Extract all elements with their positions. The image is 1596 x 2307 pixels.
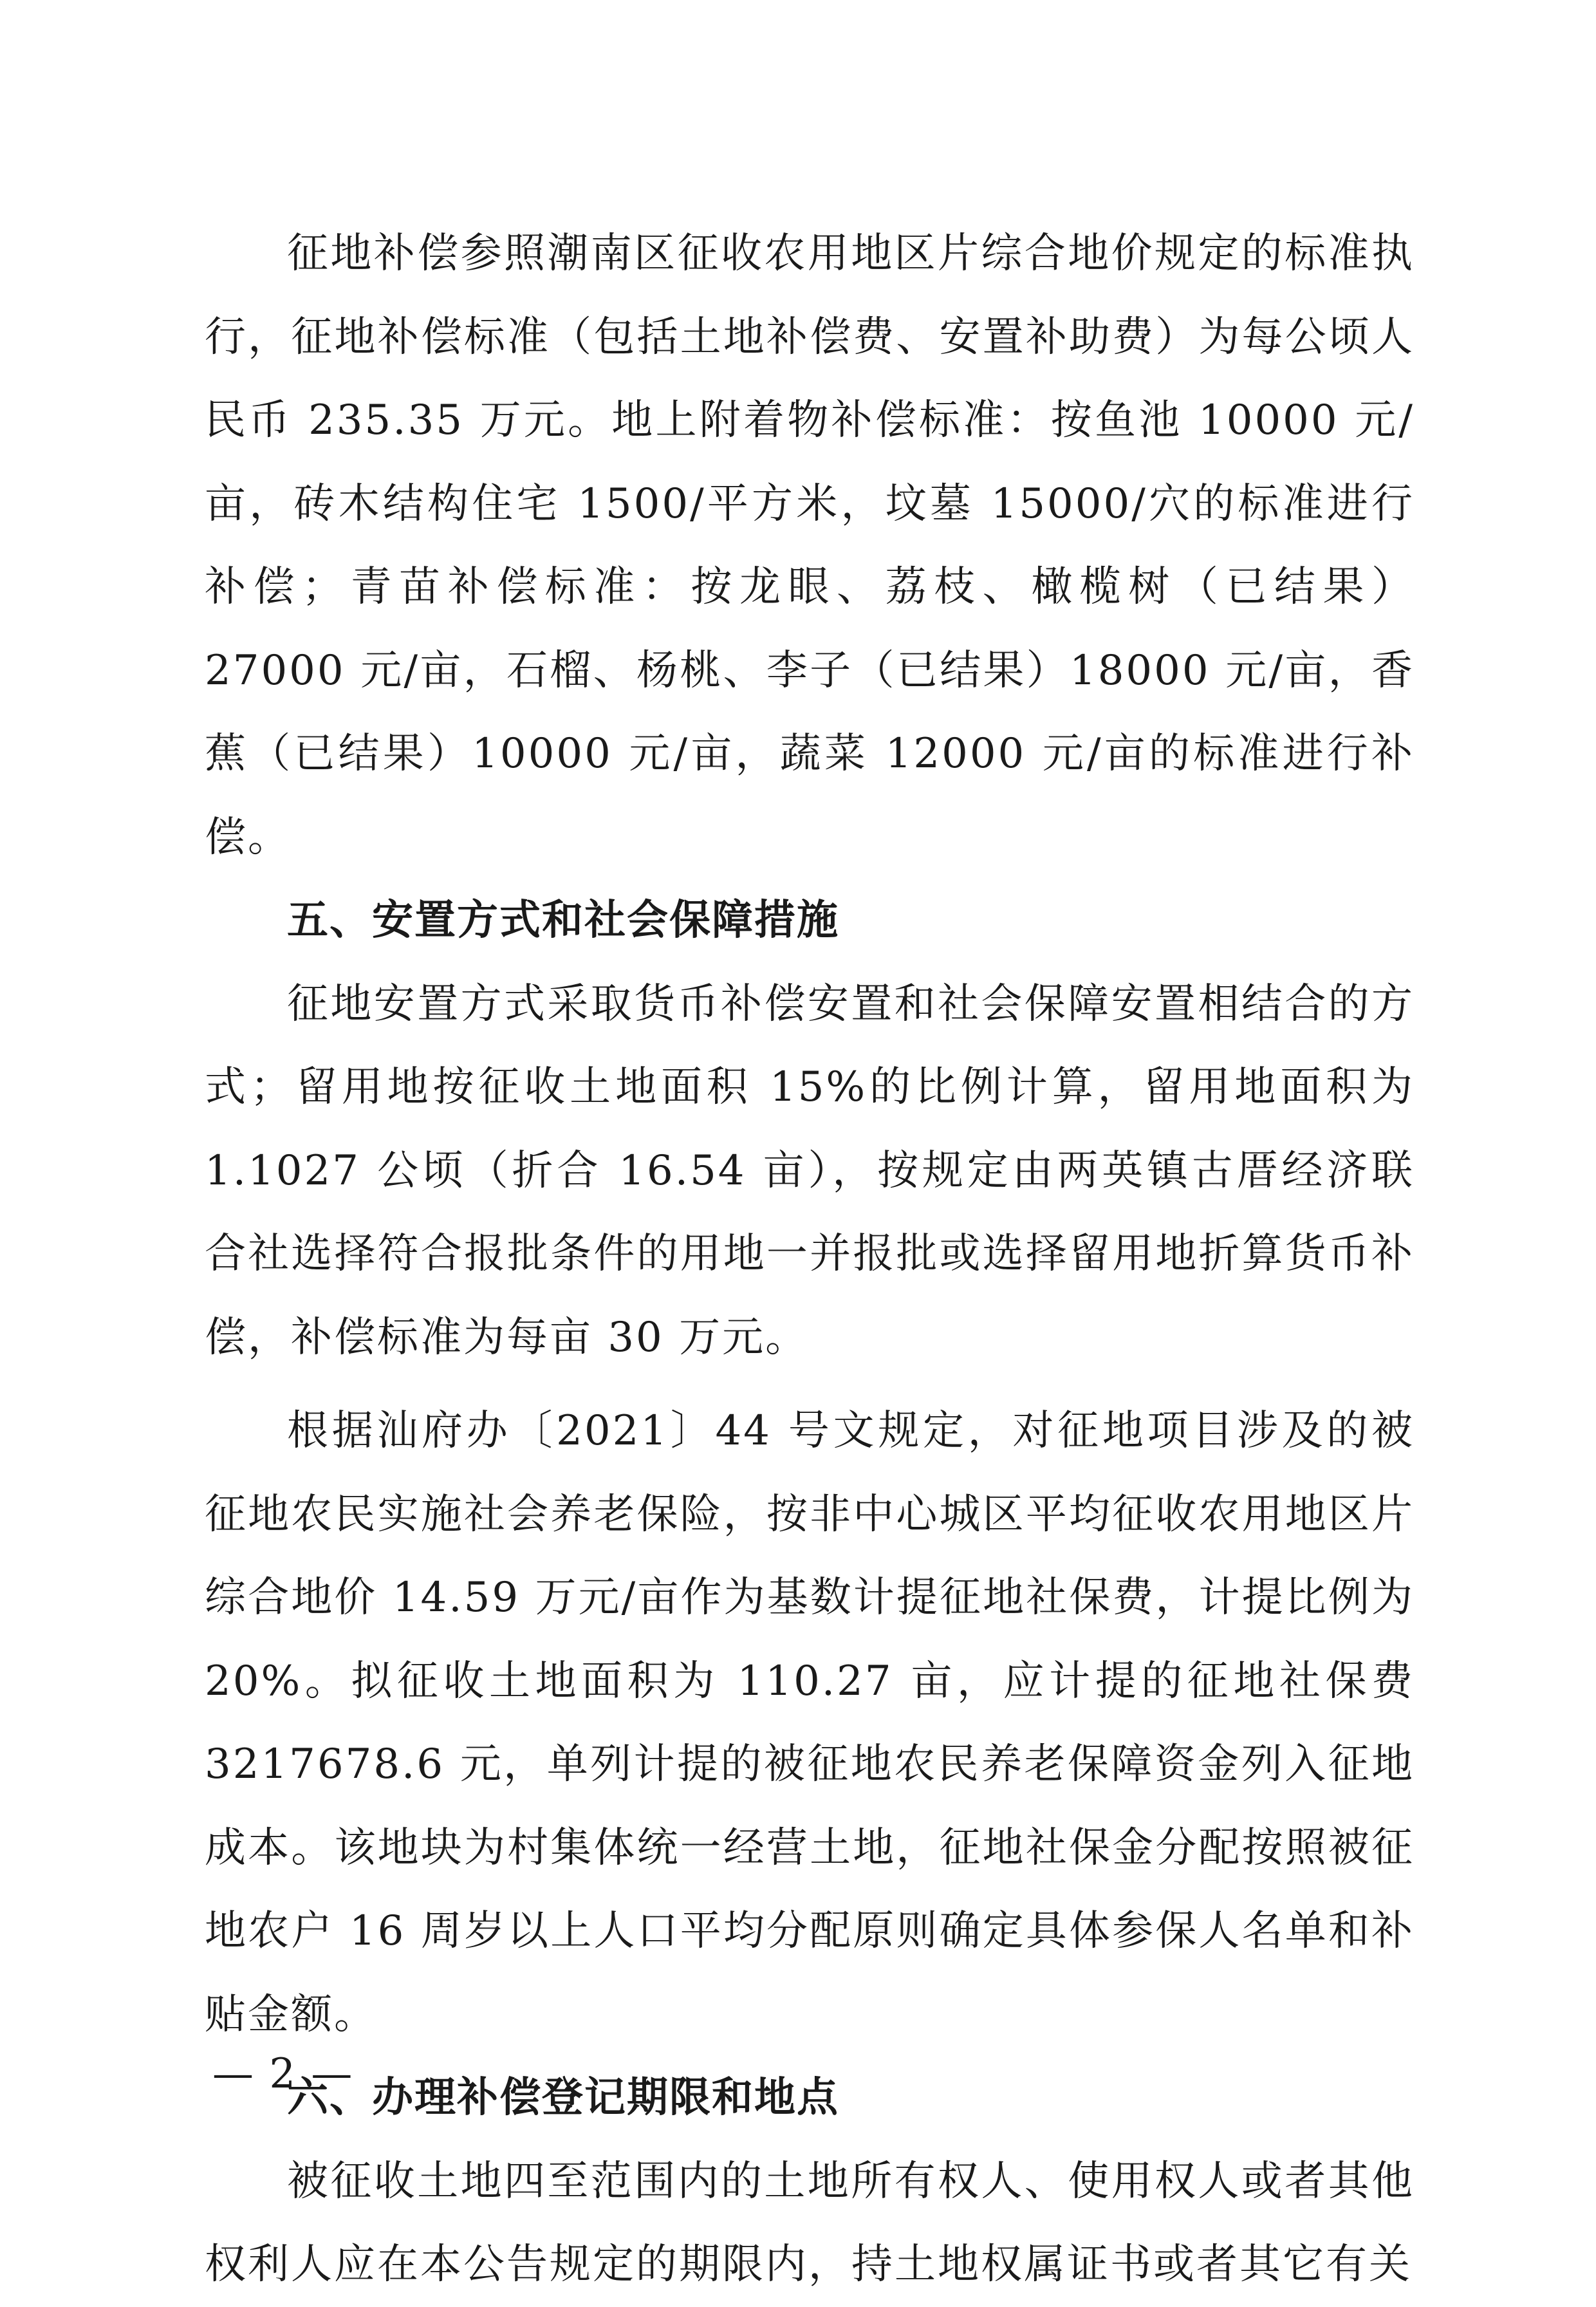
section-heading-registration: 六、办理补偿登记期限和地点 — [287, 2074, 839, 2122]
paragraph-resettlement-method: 征地安置方式采取货币补偿安置和社会保障安置相结合的方式；留用地按征收土地面积 15%的比例计算，留用地面积为 1.1027 公顷（折合 16.54 亩），按规定由两英镇古厝经济联合社选择符合报批条件的用地一并报批或选择留用地折算货币补偿，补偿标准为每亩 30 万元。 — [205, 980, 1415, 1361]
paragraph-gap — [205, 1379, 1415, 1390]
document-body — [205, 212, 1415, 2307]
page-number: — 2 — — [212, 2050, 354, 2098]
paragraph-compensation-standard: 征地补偿参照潮南区征收农用地区片综合地价规定的标准执行，征地补偿标准（包括土地补偿费、安置补助费）为每公顷人民币 235.35 万元。地上附着物补偿标准：按鱼池 10000 元/亩，砖木结构住宅 1500/平方米，坟墓 15000/穴的标准进行补偿；青苗补偿标准：按龙眼、荔枝、橄榄树（已结果）27000 元/亩，石榴、杨桃、李子（已结果）18000 元/亩，香蕉（已结果）10000 元/亩，蔬菜 12000 元/亩的标准进行补偿。 — [205, 230, 1415, 861]
section-heading-resettlement: 五、安置方式和社会保障措施 — [287, 897, 839, 944]
paragraph-registration: 被征收土地四至范围内的土地所有权人、使用权人或者其他权利人应在本公告规定的期限内，持土地权属证书或者其它有关 — [205, 2157, 1415, 2288]
paragraph-social-insurance: 根据汕府办〔2021〕44 号文规定，对征地项目涉及的被征地农民实施社会养老保险，按非中心城区平均征收农用地区片综合地价 14.59 万元/亩作为基数计提征地社保费，计提比例为 20%。拟征收土地面积为 110.27 亩，应计提的征地社保费 3217678.6 元，单列计提的被征地农民养老保障资金列入征地成本。该地块为村集体统一经营土地，征地社保金分配按照被征地农户 16 周岁以上人口平均分配原则确定具体参保人名单和补贴金额。 — [205, 1407, 1415, 2039]
